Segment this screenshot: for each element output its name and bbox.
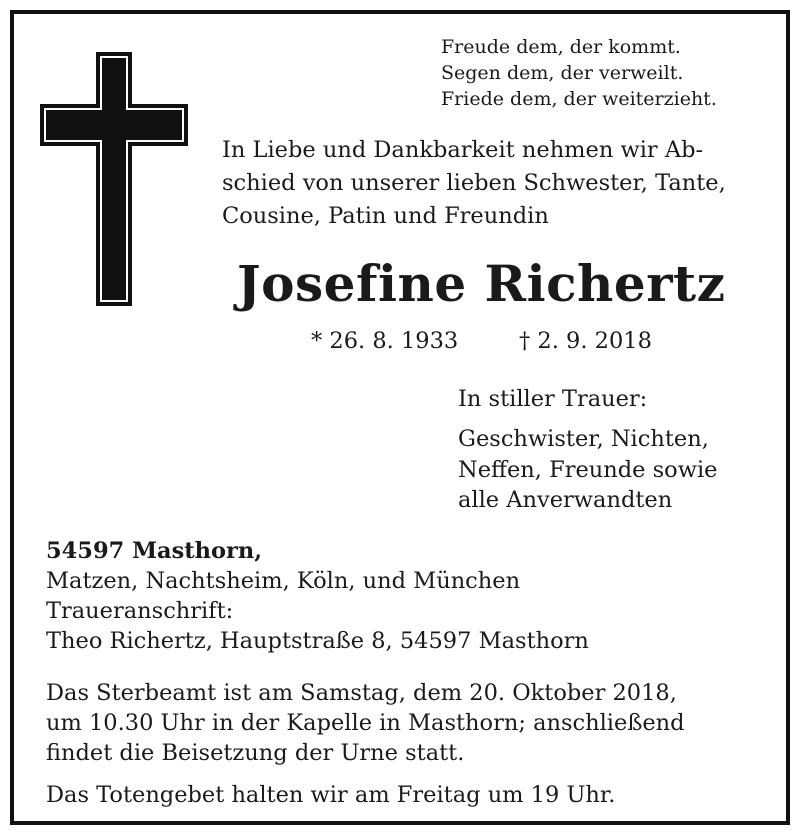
address-block xyxy=(46,536,589,656)
intro-text xyxy=(222,134,726,233)
motto-line-2: Segen dem, der verweilt. xyxy=(441,62,684,84)
notice-line-3: findet die Beisetzung der Urne statt. xyxy=(46,740,465,766)
mourning-heading: In stiller Trauer: xyxy=(458,386,648,412)
cross-shape xyxy=(40,52,188,306)
mourners-line-3: alle Anverwandten xyxy=(458,487,673,513)
mourners-list xyxy=(458,424,718,516)
intro-line-2: schied von unserer lieben Schwester, Tante, xyxy=(222,170,726,196)
motto-line-1: Freude dem, der kommt. xyxy=(441,36,681,58)
death-date: † 2. 9. 2018 xyxy=(519,328,652,354)
intro-line-3: Cousine, Patin und Freundin xyxy=(222,203,549,229)
mourners-line-2: Neffen, Freunde sowie xyxy=(458,456,718,483)
address-place: 54597 Masthorn, xyxy=(46,538,263,564)
address-places-line: Matzen, Nachtsheim, Köln, und München xyxy=(46,568,521,594)
latin-cross-icon xyxy=(38,50,190,308)
birth-date: * 26. 8. 1933 xyxy=(311,328,459,354)
deceased-name: Josefine Richertz xyxy=(237,254,726,313)
mourners-line-1: Geschwister, Nichten, xyxy=(458,426,709,452)
prayer-notice: Das Totengebet halten wir am Freitag um 19 Uhr. xyxy=(46,782,616,808)
motto-verse xyxy=(441,34,717,112)
notice-line-2: um 10.30 Uhr in der Kapelle in Masthorn; anschließend xyxy=(46,710,685,736)
motto-line-3: Friede dem, der weiterzieht. xyxy=(441,88,717,110)
funeral-notice xyxy=(46,678,685,768)
notice-line-1: Das Sterbeamt ist am Samstag, dem 20. Oktober 2018, xyxy=(46,680,677,706)
address-contact: Theo Richertz, Hauptstraße 8, 54597 Masthorn xyxy=(46,628,589,654)
intro-line-1: In Liebe und Dankbarkeit nehmen wir Ab- xyxy=(222,137,704,163)
address-label: Traueranschrift: xyxy=(46,598,234,624)
